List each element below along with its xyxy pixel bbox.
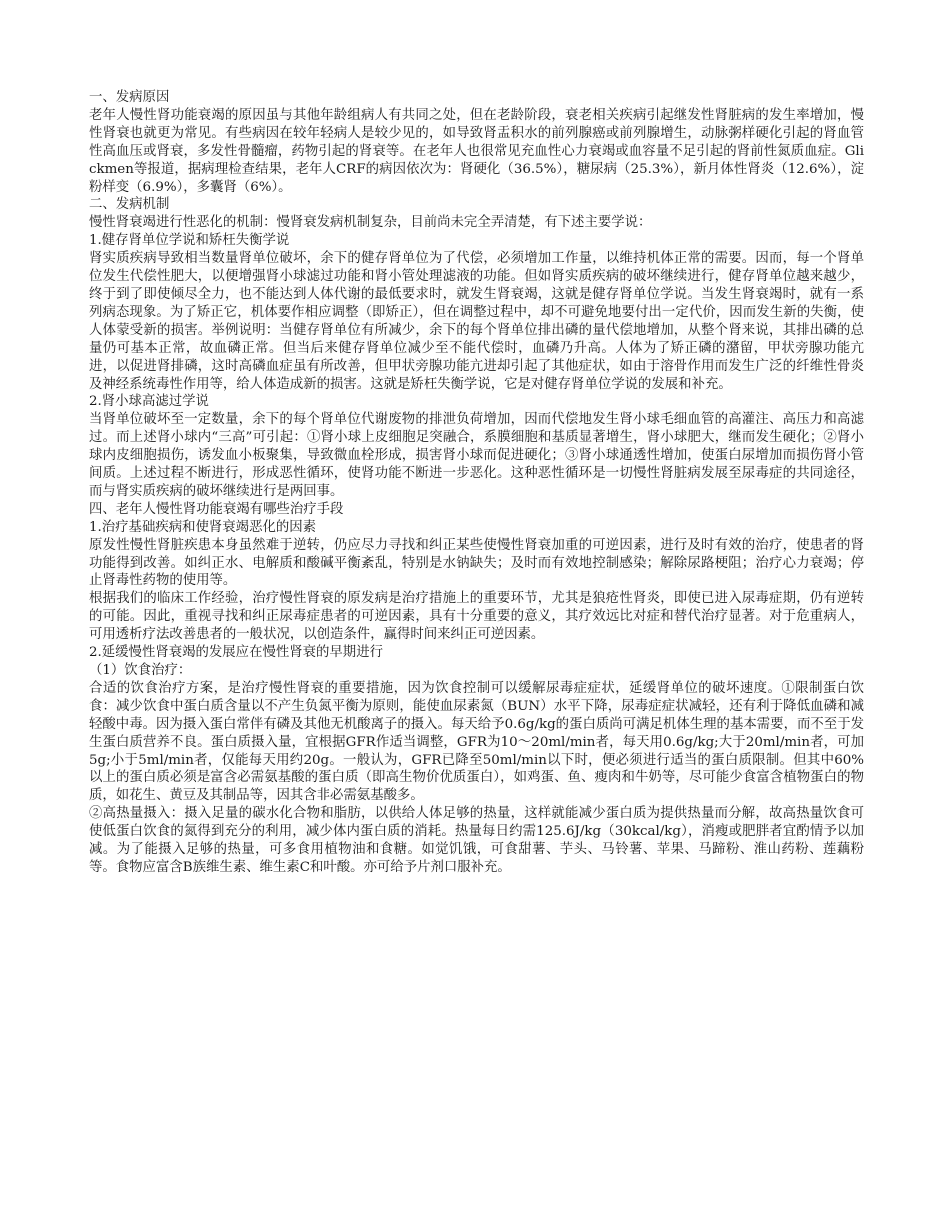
- paragraph-protein-restriction: 合适的饮食治疗方案，是治疗慢性肾衰的重要措施，因为饮食控制可以缓解尿毒症症状，延缓肾单位的破坏速度。①限制蛋白饮食：减少饮食中蛋白质含量以不产生负氮平衡为原则，能使血尿素氮（BUN）水平下降，尿毒症症状减轻，还有利于降低血磷和减轻酸中毒。因为摄入蛋白常伴有磷及其他无机酸离子的摄入。每天给予0.6g/kg的蛋白质尚可满足机体生理的基本需要，而不至于发生蛋白质营养不良。蛋白质摄入量，宜根据GFR作适当调整，GFR为10～20ml/min者，每天用0.6g/kg;大于20ml/min者，可加5g;小于5ml/min者，仅能每天用约20g。一般认为，GFR已降至50ml/min以下时，便必须进行适当的蛋白质限制。但其中60%以上的蛋白质必须是富含必需氨基酸的蛋白质（即高生物价优质蛋白），如鸡蛋、鱼、瘦肉和牛奶等，尽可能少食富含植物蛋白的物质，如花生、黄豆及其制品等，因其含非必需氨基酸多。: [89, 680, 864, 804]
- paragraph-reversible-factors: 原发性慢性肾脏疾患本身虽然难于逆转，仍应尽力寻找和纠正某些使慢性肾衰加重的可逆因素，进行及时有效的治疗，使患者的肾功能得到改善。如纠正水、电解质和酸碱平衡紊乱，特别是水钠缺失；及时而有效地控制感染；解除尿路梗阻；治疗心力衰竭；停止肾毒性药物的使用等。: [89, 537, 864, 589]
- heading-pathogenesis: 二、发病机制: [89, 197, 170, 213]
- paragraph-causes: 老年人慢性肾功能衰竭的原因虽与其他年龄组病人有共同之处，但在老龄阶段，衰老相关疾病引起继发性肾脏病的发生率增加，慢性肾衰也就更为常见。有些病因在较年轻病人是较少见的，如导致肾盂积水的前列腺癌或前列腺增生，动脉粥样硬化引起的肾血管性高血压或肾衰，多发性骨髓瘤，药物引起的肾衰等。在老年人也很常见充血性心力衰竭或血容量不足引起的肾前性氮质血症。Glickmen等报道，据病理检查结果，老年人CRF的病因依次为：肾硬化（36.5%），糖尿病（25.3%），新月体性肾炎（12.6%），淀粉样变（6.9%），多囊肾（6%）。: [89, 107, 864, 195]
- paragraph-clinical-experience: 根据我们的临床工作经验，治疗慢性肾衰的原发病是治疗措施上的重要环节，尤其是狼疮性肾炎，即使已进入尿毒症期，仍有逆转的可能。因此，重视寻找和纠正尿毒症患者的可逆因素，具有十分重要的意义，其疗效远比对症和替代治疗显著。对于危重病人，可用透析疗法改善患者的一般状况，以创造条件，赢得时间来纠正可逆因素。: [89, 591, 864, 643]
- subheading-intact-nephron: 1.健存肾单位学说和矫枉失衡学说: [89, 233, 290, 249]
- document-body: [89, 89, 864, 877]
- paragraph-intact-nephron: 肾实质疾病导致相当数量肾单位破坏，余下的健存肾单位为了代偿，必须增加工作量，以维持机体正常的需要。因而，每一个肾单位发生代偿性肥大，以便增强肾小球滤过功能和肾小管处理滤液的功能。但如肾实质疾病的破坏继续进行，健存肾单位越来越少，终于到了即使倾尽全力，也不能达到人体代谢的最低要求时，就发生肾衰竭，这就是健存肾单位学说。当发生肾衰竭时，就有一系列病态现象。为了矫正它，机体要作相应调整（即矫正），但在调整过程中，却不可避免地要付出一定代价，因而发生新的失衡，使人体蒙受新的损害。举例说明：当健存肾单位有所减少，余下的每个肾单位排出磷的量代偿地增加，从整个肾来说，其排出磷的总量仍可基本正常，故血磷正常。但当后来健存肾单位减少至不能代偿时，血磷乃升高。人体为了矫正磷的潴留，甲状旁腺功能亢进，以促进肾排磷，这时高磷血症虽有所改善，但甲状旁腺功能亢进却引起了其他症状，如由于溶骨作用而发生广泛的纤维性骨炎及神经系统毒性作用等，给人体造成新的损害。这就是矫枉失衡学说，它是对健存肾单位学说的发展和补充。: [89, 251, 864, 392]
- subheading-hyperfiltration: 2.肾小球高滤过学说: [89, 394, 209, 410]
- paragraph-hyperfiltration: 当肾单位破坏至一定数量，余下的每个肾单位代谢废物的排泄负荷增加，因而代偿地发生肾小球毛细血管的高灌注、高压力和高滤过。而上述肾小球内“三高”可引起：①肾小球上皮细胞足突融合，系膜细胞和基质显著增生，肾小球肥大，继而发生硬化；②肾小球内皮细胞损伤，诱发血小板聚集，导致微血栓形成，损害肾小球而促进硬化；③肾小球通透性增加，使蛋白尿增加而损伤肾小管间质。上述过程不断进行，形成恶性循环，使肾功能不断进一步恶化。这种恶性循环是一切慢性肾脏病发展至尿毒症的共同途径，而与肾实质疾病的破坏继续进行是两回事。: [89, 412, 864, 499]
- paragraph-mechanism-intro: 慢性肾衰竭进行性恶化的机制：慢肾衰发病机制复杂，目前尚未完全弄清楚，有下述主要学说：: [89, 215, 652, 231]
- subheading-early-stage: 2.延缓慢性肾衰竭的发展应在慢性肾衰的早期进行: [89, 645, 383, 661]
- heading-causes: 一、发病原因: [89, 90, 170, 105]
- paragraph-high-calorie: ②高热量摄入：摄入足量的碳水化合物和脂肪，以供给人体足够的热量，这样就能减少蛋白质为提供热量而分解，故高热量饮食可使低蛋白饮食的氮得到充分的利用，减少体内蛋白质的消耗。热量每日约需125.6J/kg（30kcal/kg），消瘦或肥胖者宜酌情予以加减。为了能摄入足够的热量，可多食用植物油和食糖。如觉饥饿，可食甜薯、芋头、马铃薯、苹果、马蹄粉、淮山药粉、莲藕粉等。食物应富含B族维生素、维生素C和叶酸。亦可给予片剂口服补充。: [89, 806, 864, 875]
- subheading-underlying-disease: 1.治疗基础疾病和使肾衰竭恶化的因素: [89, 519, 317, 535]
- subheading-diet-therapy: （1）饮食治疗：: [89, 663, 192, 678]
- heading-treatment: 四、老年人慢性肾功能衰竭有哪些治疗手段: [89, 501, 344, 517]
